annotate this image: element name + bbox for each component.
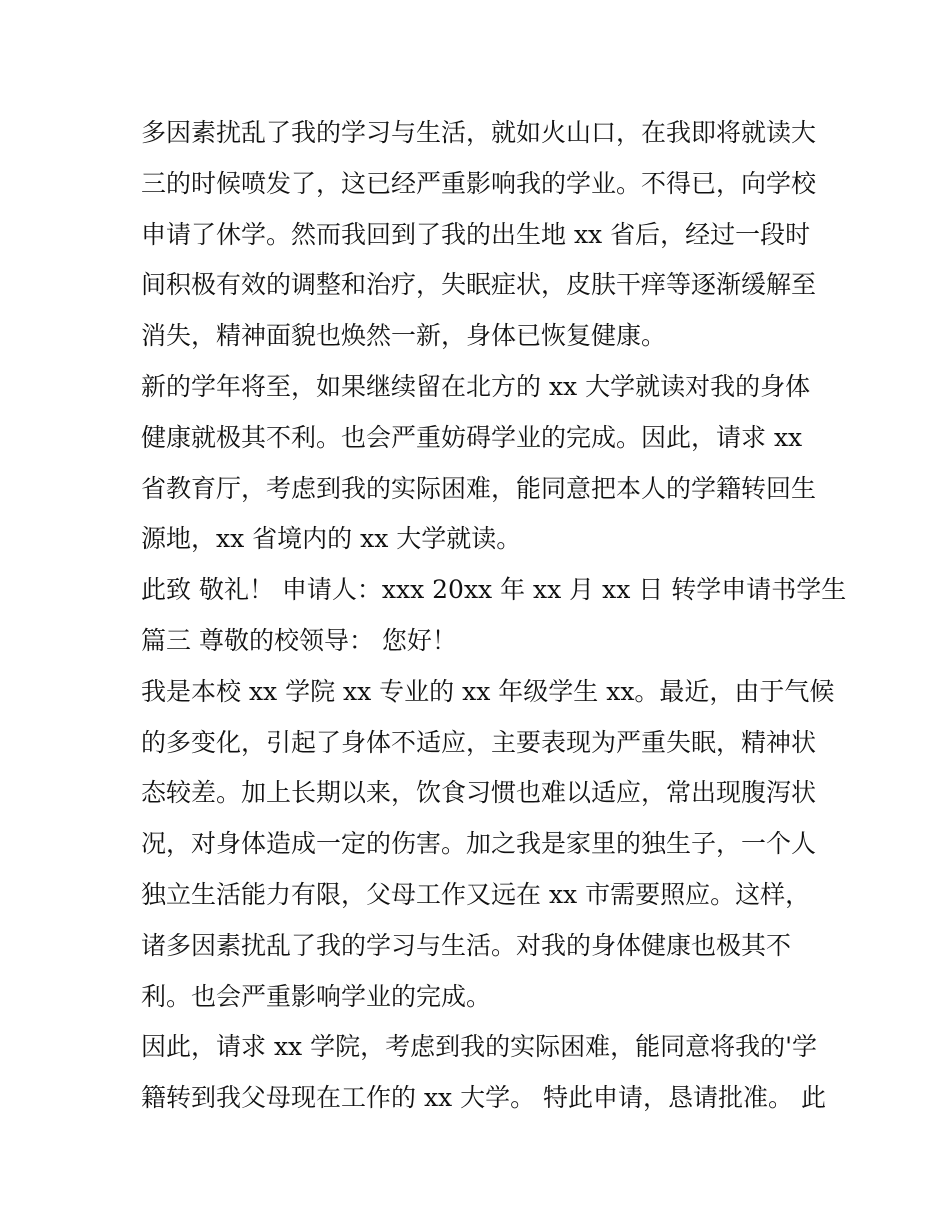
text-line: 省教育厅，考虑到我的实际困难，能同意把本人的学籍转回生 (141, 473, 817, 503)
text-line: 三的时候喷发了，这已经严重影响我的学业。不得已，向学校 (141, 168, 817, 198)
text-line: 独立生活能力有限，父母工作又远在 xx 市需要照应。这样， (141, 879, 811, 909)
text-line: 籍转到我父母现在工作的 xx 大学。 特此申请，恳请批准。 此 (141, 1083, 826, 1113)
text-line: 间积极有效的调整和治疗，失眠症状，皮肤干痒等逐渐缓解至 (141, 270, 817, 300)
text-line: 多因素扰乱了我的学习与生活，就如火山口，在我即将就读大 (141, 118, 817, 147)
text-line: 因此，请求 xx 学院，考虑到我的实际困难，能同意将我的'学 (141, 1032, 817, 1062)
text-line: 篇三 尊敬的校领导： 您好！ (141, 625, 457, 655)
text-line: 的多变化，引起了身体不适应，主要表现为严重失眠，精神状 (141, 727, 817, 757)
text-line: 我是本校 xx 学院 xx 专业的 xx 年级学生 xx。最近，由于气候 (141, 676, 835, 706)
text-line: 源地，xx 省境内的 xx 大学就读。 (141, 524, 522, 554)
text-line: 诸多因素扰乱了我的学习与生活。对我的身体健康也极其不 (141, 930, 792, 960)
text-line: 态较差。加上长期以来，饮食习惯也难以适应，常出现腹泻状 (141, 778, 817, 808)
text-line: 健康就极其不利。也会严重妨碍学业的完成。因此，请求 xx (141, 422, 803, 452)
text-line: 此致 敬礼！ 申请人：xxx 20xx 年 xx 月 xx 日 转学申请书学生 (141, 575, 847, 605)
text-line: 利。也会严重影响学业的完成。 (141, 981, 492, 1011)
text-line: 况，对身体造成一定的伤害。加之我是家里的独生子，一个人 (141, 829, 817, 859)
text-line: 消失，精神面貌也焕然一新，身体已恢复健康。 (141, 321, 667, 351)
document-body (141, 108, 847, 1124)
text-line: 申请了休学。然而我回到了我的出生地 xx 省后，经过一段时 (141, 219, 811, 249)
text-line: 新的学年将至，如果继续留在北方的 xx 大学就读对我的身体 (141, 371, 811, 401)
